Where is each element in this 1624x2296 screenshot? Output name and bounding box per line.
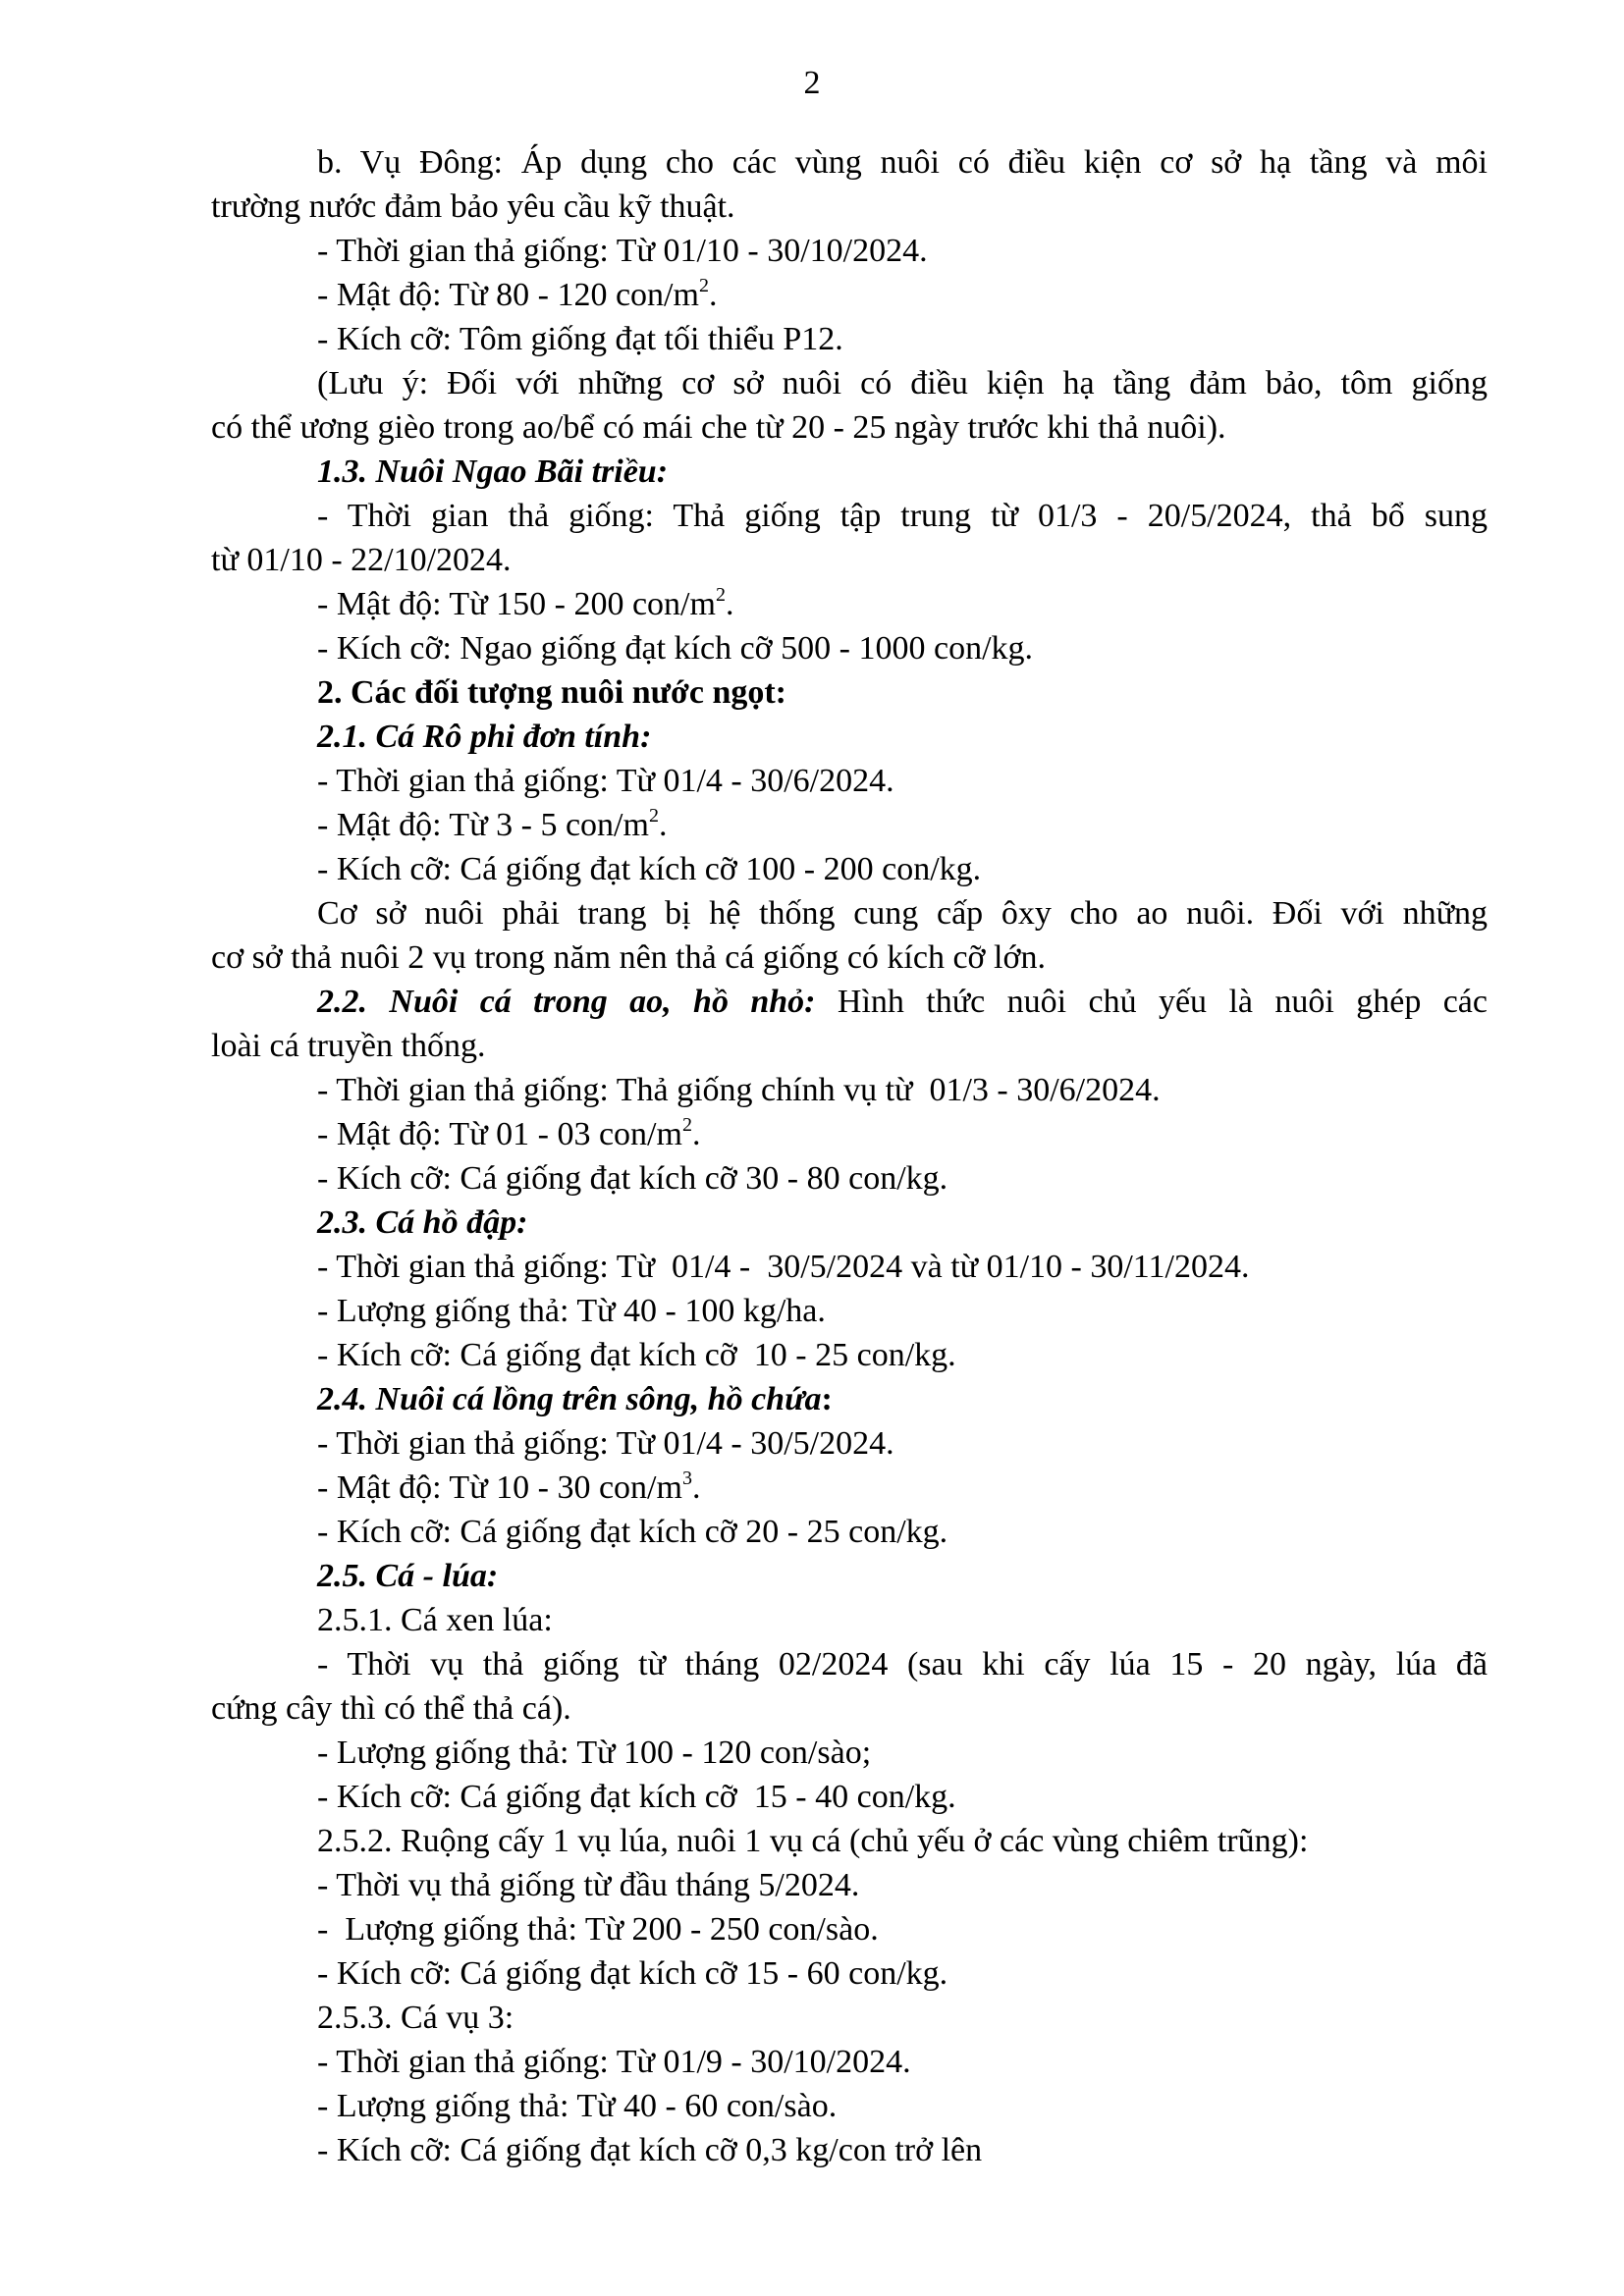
list-item: - Mật độ: Từ 80 - 120 con/$m^2$. bbox=[317, 275, 718, 313]
list-item: - Kích cỡ: Cá giống đạt kích cỡ 30 - 80 con/kg. bbox=[317, 1160, 948, 1197]
list-item: - Thời gian thả giống: Từ 01/4 - 30/6/2024. bbox=[317, 763, 894, 799]
list-item: - Thời gian thả giống: Thả giống tập trung từ 01/3 - 20/5/2024, thả bổ sung bbox=[317, 498, 1488, 534]
list-item: - Kích cỡ: Cá giống đạt kích cỡ 15 - 60 con/kg. bbox=[317, 1955, 948, 1992]
section-heading: 2.1. Cá Rô phi đơn tính: bbox=[317, 719, 652, 755]
list-item: - Kích cỡ: Cá giống đạt kích cỡ 10 - 25 con/kg. bbox=[317, 1337, 956, 1373]
list-item: - Lượng giống thả: Từ 200 - 250 con/sào. bbox=[317, 1911, 879, 1948]
section-heading: 2.4. Nuôi cá lồng trên sông, hồ chứa: bbox=[317, 1381, 833, 1417]
list-item: - Thời gian thả giống: Từ 01/10 - 30/10/2024. bbox=[317, 233, 928, 269]
list-item: - Thời gian thả giống: Thả giống chính vụ từ 01/3 - 30/6/2024. bbox=[317, 1072, 1161, 1108]
superscript: 3 bbox=[681, 1468, 692, 1489]
list-item: - Kích cỡ: Ngao giống đạt kích cỡ 500 - 1000 con/kg. bbox=[317, 630, 1034, 667]
superscript: 2 bbox=[648, 805, 659, 827]
list-item: - Kích cỡ: Cá giống đạt kích cỡ 20 - 25 con/kg. bbox=[317, 1514, 948, 1550]
superscript: 2 bbox=[698, 275, 709, 296]
list-item: - Lượng giống thả: Từ 40 - 60 con/sào. bbox=[317, 2088, 838, 2124]
list-item: - Kích cỡ: Cá giống đạt kích cỡ 0,3 kg/con trở lên bbox=[317, 2132, 983, 2168]
list-item: - Thời vụ thả giống từ tháng 02/2024 (sau khi cấy lúa 15 - 20 ngày, lúa đã bbox=[317, 1646, 1488, 1682]
list-item: - Lượng giống thả: Từ 100 - 120 con/sào; bbox=[317, 1735, 872, 1771]
list-item: - Mật độ: Từ 10 - 30 con/$m^3$. bbox=[317, 1468, 701, 1506]
section-heading: 1.3. Nuôi Ngao Bãi triều: bbox=[317, 454, 669, 490]
subsection-title: 2.5.1. Cá xen lúa: bbox=[317, 1602, 553, 1638]
list-item: - Lượng giống thả: Từ 40 - 100 kg/ha. bbox=[317, 1293, 826, 1329]
superscript: 2 bbox=[681, 1114, 692, 1136]
section-heading: 2.2. Nuôi cá trong ao, hồ nhỏ: bbox=[317, 984, 816, 1020]
list-item: - Mật độ: Từ 01 - 03 con/$m^2$. bbox=[317, 1114, 701, 1152]
list-item: - Kích cỡ: Tôm giống đạt tối thiểu P12. bbox=[317, 321, 843, 357]
list-item: từ 01/10 - 22/10/2024. bbox=[211, 542, 512, 578]
section-heading: 2.5. Cá - lúa: bbox=[317, 1558, 499, 1594]
list-item: - Mật độ: Từ 3 - 5 con/$m^2$. bbox=[317, 805, 668, 843]
paragraph-line: 2.2. Nuôi cá trong ao, hồ nhỏ: Hình thức nuôi chủ yếu là nuôi ghép các bbox=[317, 984, 1488, 1020]
list-item: cứng cây thì có thể thả cá). bbox=[211, 1690, 571, 1727]
document-body bbox=[211, 140, 1488, 2172]
paragraph-line: loài cá truyền thống. bbox=[211, 1028, 486, 1064]
paragraph-line: (Lưu ý: Đối với những cơ sở nuôi có điều kiện hạ tầng đảm bảo, tôm giống bbox=[317, 365, 1488, 401]
paragraph-line: Cơ sở nuôi phải trang bị hệ thống cung cấp ôxy cho ao nuôi. Đối với những bbox=[317, 895, 1488, 932]
subsection-title: 2.5.2. Ruộng cấy 1 vụ lúa, nuôi 1 vụ cá (chủ yếu ở các vùng chiêm trũng): bbox=[317, 1823, 1309, 1859]
paragraph-line: trường nước đảm bảo yêu cầu kỹ thuật. bbox=[211, 188, 735, 225]
section-heading: 2.3. Cá hồ đập: bbox=[317, 1204, 528, 1241]
list-item: - Thời vụ thả giống từ đầu tháng 5/2024. bbox=[317, 1867, 860, 1903]
list-item: - Thời gian thả giống: Từ 01/4 - 30/5/2024. bbox=[317, 1425, 894, 1462]
paragraph-line: cơ sở thả nuôi 2 vụ trong năm nên thả cá giống có kích cỡ lớn. bbox=[211, 939, 1046, 976]
paragraph-line: có thể ương gièo trong ao/bể có mái che từ 20 - 25 ngày trước khi thả nuôi). bbox=[211, 409, 1226, 446]
list-item: - Mật độ: Từ 150 - 200 con/$m^2$. bbox=[317, 584, 734, 622]
list-item: - Kích cỡ: Cá giống đạt kích cỡ 15 - 40 con/kg. bbox=[317, 1779, 956, 1815]
superscript: 2 bbox=[715, 584, 726, 606]
subsection-title: 2.5.3. Cá vụ 3: bbox=[317, 2000, 514, 2036]
section-heading: 2. Các đối tượng nuôi nước ngọt: bbox=[317, 674, 787, 711]
list-item: - Thời gian thả giống: Từ 01/9 - 30/10/2024. bbox=[317, 2044, 911, 2080]
page-number: 2 bbox=[803, 65, 821, 101]
list-item: - Thời gian thả giống: Từ 01/4 - 30/5/2024 và từ 01/10 - 30/11/2024. bbox=[317, 1249, 1250, 1285]
list-item: - Kích cỡ: Cá giống đạt kích cỡ 100 - 200 con/kg. bbox=[317, 851, 982, 887]
paragraph-line: b. Vụ Đông: Áp dụng cho các vùng nuôi có điều kiện cơ sở hạ tầng và môi bbox=[317, 144, 1488, 181]
